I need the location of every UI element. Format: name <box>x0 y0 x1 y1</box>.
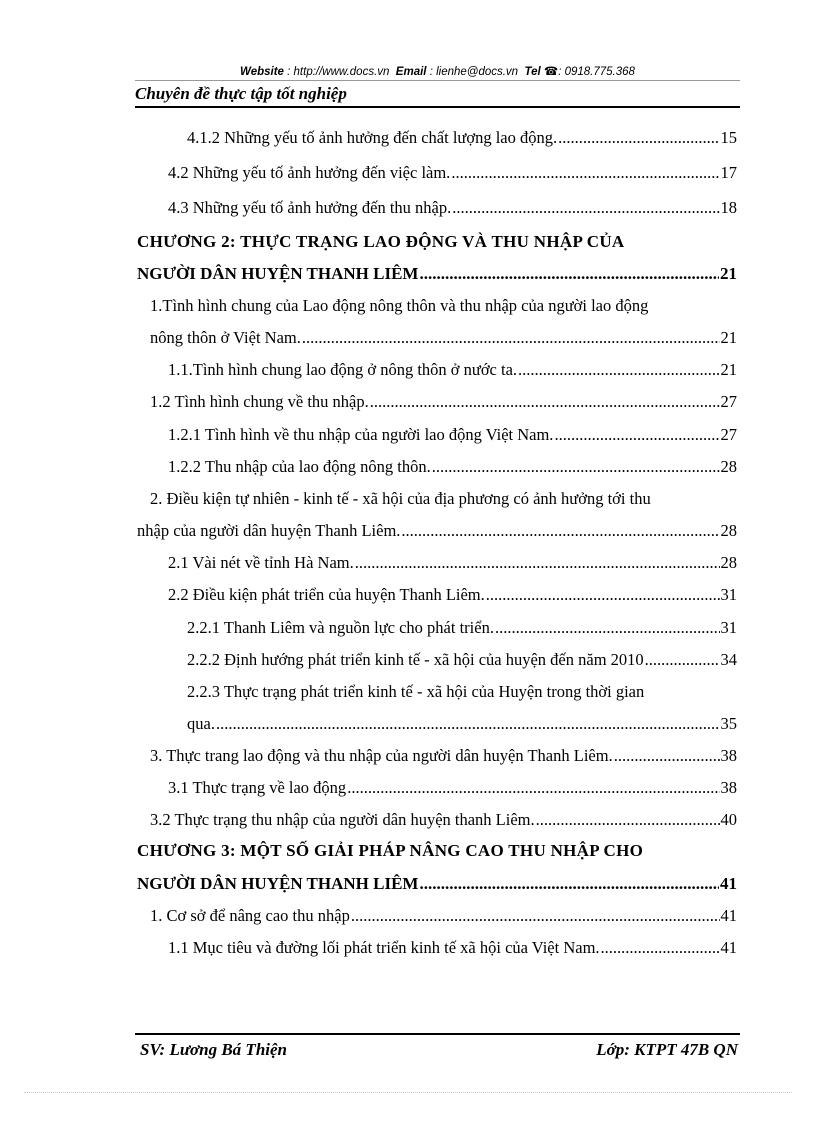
website-label: Website <box>240 66 284 78</box>
toc-chapter-entry[interactable]: NGƯỜI DÂN HUYỆN THANH LIÊM ..... 41 <box>137 874 737 904</box>
toc-entry-line: 2.2.3 Thực trạng phát triển kinh tế - xã hội của Huyện trong thời gian <box>187 682 645 701</box>
toc-entry-line: 1.Tình hình chung của Lao động nông thôn và thu nhập của người lao động <box>150 296 649 315</box>
toc-entry[interactable]: 3.1 Thực trạng về lao động ..... 38 <box>168 778 737 808</box>
toc-entry[interactable]: 2.2 Điều kiện phát triển của huyện Thanh Liêm. ..... 31 <box>168 585 737 615</box>
header-rule-thin <box>135 80 740 81</box>
toc-entry[interactable]: 1.2.1 Tình hình về thu nhập của người lao động Việt Nam. ..... 27 <box>168 425 737 455</box>
footer-rule <box>135 1033 740 1035</box>
document-title: Chuyên đề thực tập tốt nghiệp <box>135 84 347 103</box>
toc-entry[interactable]: 2.2.1 Thanh Liêm và nguồn lực cho phát triển. ..... 31 <box>187 618 737 648</box>
tel-value: : 0918.775.368 <box>558 66 635 78</box>
toc-entry-line: 2. Điều kiện tự nhiên - kinh tế - xã hội của địa phương có ảnh hưởng tới thu <box>150 489 651 508</box>
class-name: Lớp: KTPT 47B QN <box>596 1040 738 1059</box>
toc-entry[interactable]: 2.2.2 Định hướng phát triển kinh tế - xã hội của huyện đến năm 2010 ..... 34 <box>187 650 737 680</box>
toc-entry[interactable]: 4.1.2 Những yếu tố ảnh hưởng đến chất lượng lao động. ..... 15 <box>187 128 737 158</box>
toc-entry[interactable]: 1.2 Tình hình chung về thu nhập. ..... 27 <box>150 392 737 422</box>
toc-entry[interactable]: 4.2 Những yếu tố ảnh hưởng đến việc làm. ..... 17 <box>168 163 737 193</box>
tel-label: Tel <box>524 66 541 78</box>
toc-entry[interactable]: 3.2 Thực trạng thu nhập của người dân huyện thanh Liêm. ..... 40 <box>150 810 737 840</box>
toc-entry[interactable]: nông thôn ở Việt Nam. ..... 21 <box>150 328 737 358</box>
header-rule-thick <box>135 106 740 108</box>
site-contact-line <box>135 64 740 78</box>
chapter-heading: CHƯƠNG 2: THỰC TRẠNG LAO ĐỘNG VÀ THU NHẬP CỦA <box>137 232 625 251</box>
student-name: SV: Lương Bá Thiện <box>140 1040 287 1059</box>
email-label: Email <box>395 66 427 78</box>
chapter-heading: CHƯƠNG 3: MỘT SỐ GIẢI PHÁP NÂNG CAO THU NHẬP CHO <box>137 841 644 860</box>
toc-entry[interactable]: qua. ..... 35 <box>187 714 737 744</box>
phone-icon: ☎ <box>543 66 559 78</box>
toc-entry[interactable]: 4.3 Những yếu tố ảnh hưởng đến thu nhập. ..... 18 <box>168 198 737 228</box>
toc-entry[interactable]: 1. Cơ sở để nâng cao thu nhập ..... 41 <box>150 906 737 936</box>
toc-entry[interactable]: 1.2.2 Thu nhập của lao động nông thôn. ..... 28 <box>168 457 737 487</box>
website-url[interactable]: : http://www.docs.vn <box>287 66 390 78</box>
toc-entry[interactable]: nhập của người dân huyện Thanh Liêm. ..... 28 <box>137 521 737 551</box>
toc-entry[interactable]: 1.1 Mục tiêu và đường lối phát triển kinh tế xã hội của Việt Nam. ..... 41 <box>168 938 737 968</box>
toc-chapter-entry[interactable]: NGƯỜI DÂN HUYỆN THANH LIÊM ..... 21 <box>137 264 737 294</box>
page-edge-divider <box>24 1092 792 1093</box>
toc-entry[interactable]: 3. Thực trang lao động và thu nhập của người dân huyện Thanh Liêm. ..... 38 <box>150 746 737 776</box>
toc-entry[interactable]: 1.1.Tình hình chung lao động ở nông thôn ở nước ta. ..... 21 <box>168 360 737 390</box>
email-value[interactable]: : lienhe@docs.vn <box>429 66 519 78</box>
toc-entry[interactable]: 2.1 Vài nét về tỉnh Hà Nam. ..... 28 <box>168 553 737 583</box>
